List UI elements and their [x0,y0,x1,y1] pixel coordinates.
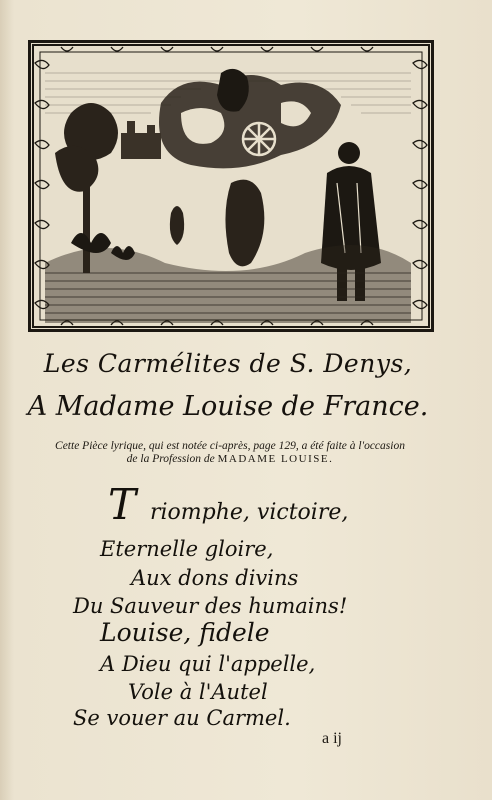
note-line-2 [30,453,430,466]
poem-line-6: A Dieu qui l'appelle, [100,652,316,676]
poem-line-7: Vole à l'Autel [128,680,268,704]
note-line-2-text: de la Profession de [126,453,218,465]
page-signature: a ij [322,730,342,747]
note-line-1: Cette Pièce lyrique, qui est notée ci-après, page 129, a été faite à l'occasion [55,440,405,452]
poem-line-5: Louise, fidele [100,618,270,647]
poem-line-2: Eternelle gloire, [100,537,274,561]
poem-line-1: riomphe, victoire, [150,500,349,525]
heading-line-2: A Madame Louise de France. [27,391,429,422]
poem-line-3: Aux dons divins [131,566,299,590]
heading-line-1: Les Carmélites de S. Denys, [43,349,413,378]
poem-line-4: Du Sauveur des humains! [73,594,348,618]
poem-initial-letter: T [108,480,137,529]
poem-line-8: Se vouer au Carmel. [73,706,291,730]
woodcut-engraving [31,43,431,329]
note-name: MADAME LOUISE. [217,453,334,465]
woodcut-illustration [28,40,434,332]
